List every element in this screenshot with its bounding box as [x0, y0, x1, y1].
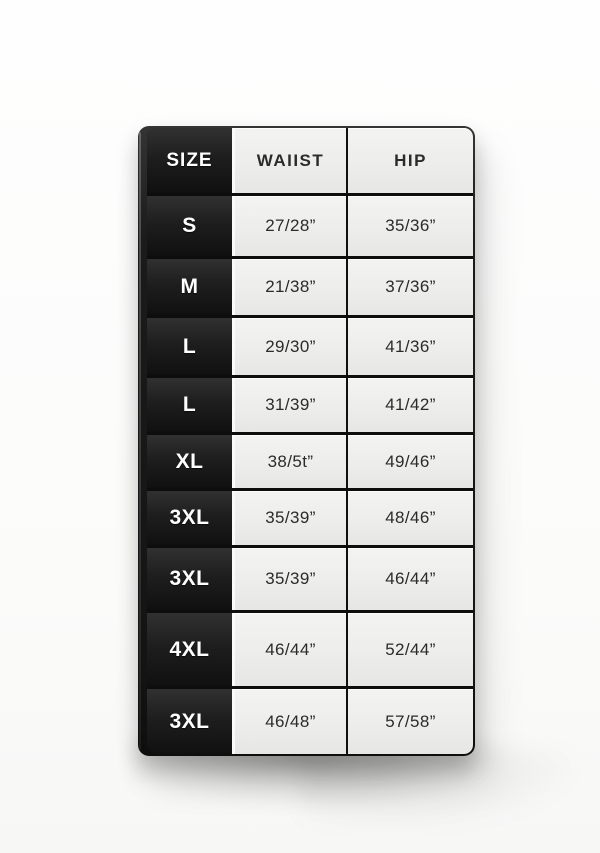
waist-value-cell: 35/39”: [232, 491, 346, 545]
hip-value-cell: 52/44”: [346, 613, 473, 686]
hip-value-cell: 35/36”: [346, 196, 473, 256]
size-chart-table: [147, 128, 473, 754]
waist-value-cell: 46/44”: [232, 613, 346, 686]
size-label-cell: 3XL: [147, 491, 232, 545]
waist-value-cell: 27/28”: [232, 196, 346, 256]
size-label-cell: 4XL: [147, 613, 232, 686]
waist-value-cell: 38/5t”: [232, 435, 346, 488]
size-label-cell: XL: [147, 435, 232, 488]
size-label-cell: L: [147, 318, 232, 375]
hip-value-cell: 46/44”: [346, 548, 473, 610]
ground-shadow-far: [300, 748, 600, 838]
hip-value-cell: 48/46”: [346, 491, 473, 545]
waist-value-cell: 21/38”: [232, 259, 346, 315]
size-chart-card: [138, 126, 475, 756]
waist-value-cell: 46/48”: [232, 689, 346, 754]
hip-value-cell: 41/42”: [346, 378, 473, 432]
hip-value-cell: 37/36”: [346, 259, 473, 315]
size-label-cell: 3XL: [147, 689, 232, 754]
hip-column-header: HIP: [346, 128, 473, 193]
hip-value-cell: 41/36”: [346, 318, 473, 375]
size-column-header: SIZE: [147, 128, 232, 193]
waist-value-cell: 31/39”: [232, 378, 346, 432]
hip-value-cell: 49/46”: [346, 435, 473, 488]
size-label-cell: L: [147, 378, 232, 432]
waist-value-cell: 35/39”: [232, 548, 346, 610]
waist-column-header: WAIIST: [232, 128, 346, 193]
hip-value-cell: 57/58”: [346, 689, 473, 754]
size-label-cell: M: [147, 259, 232, 315]
size-label-cell: S: [147, 196, 232, 256]
waist-value-cell: 29/30”: [232, 318, 346, 375]
size-label-cell: 3XL: [147, 548, 232, 610]
